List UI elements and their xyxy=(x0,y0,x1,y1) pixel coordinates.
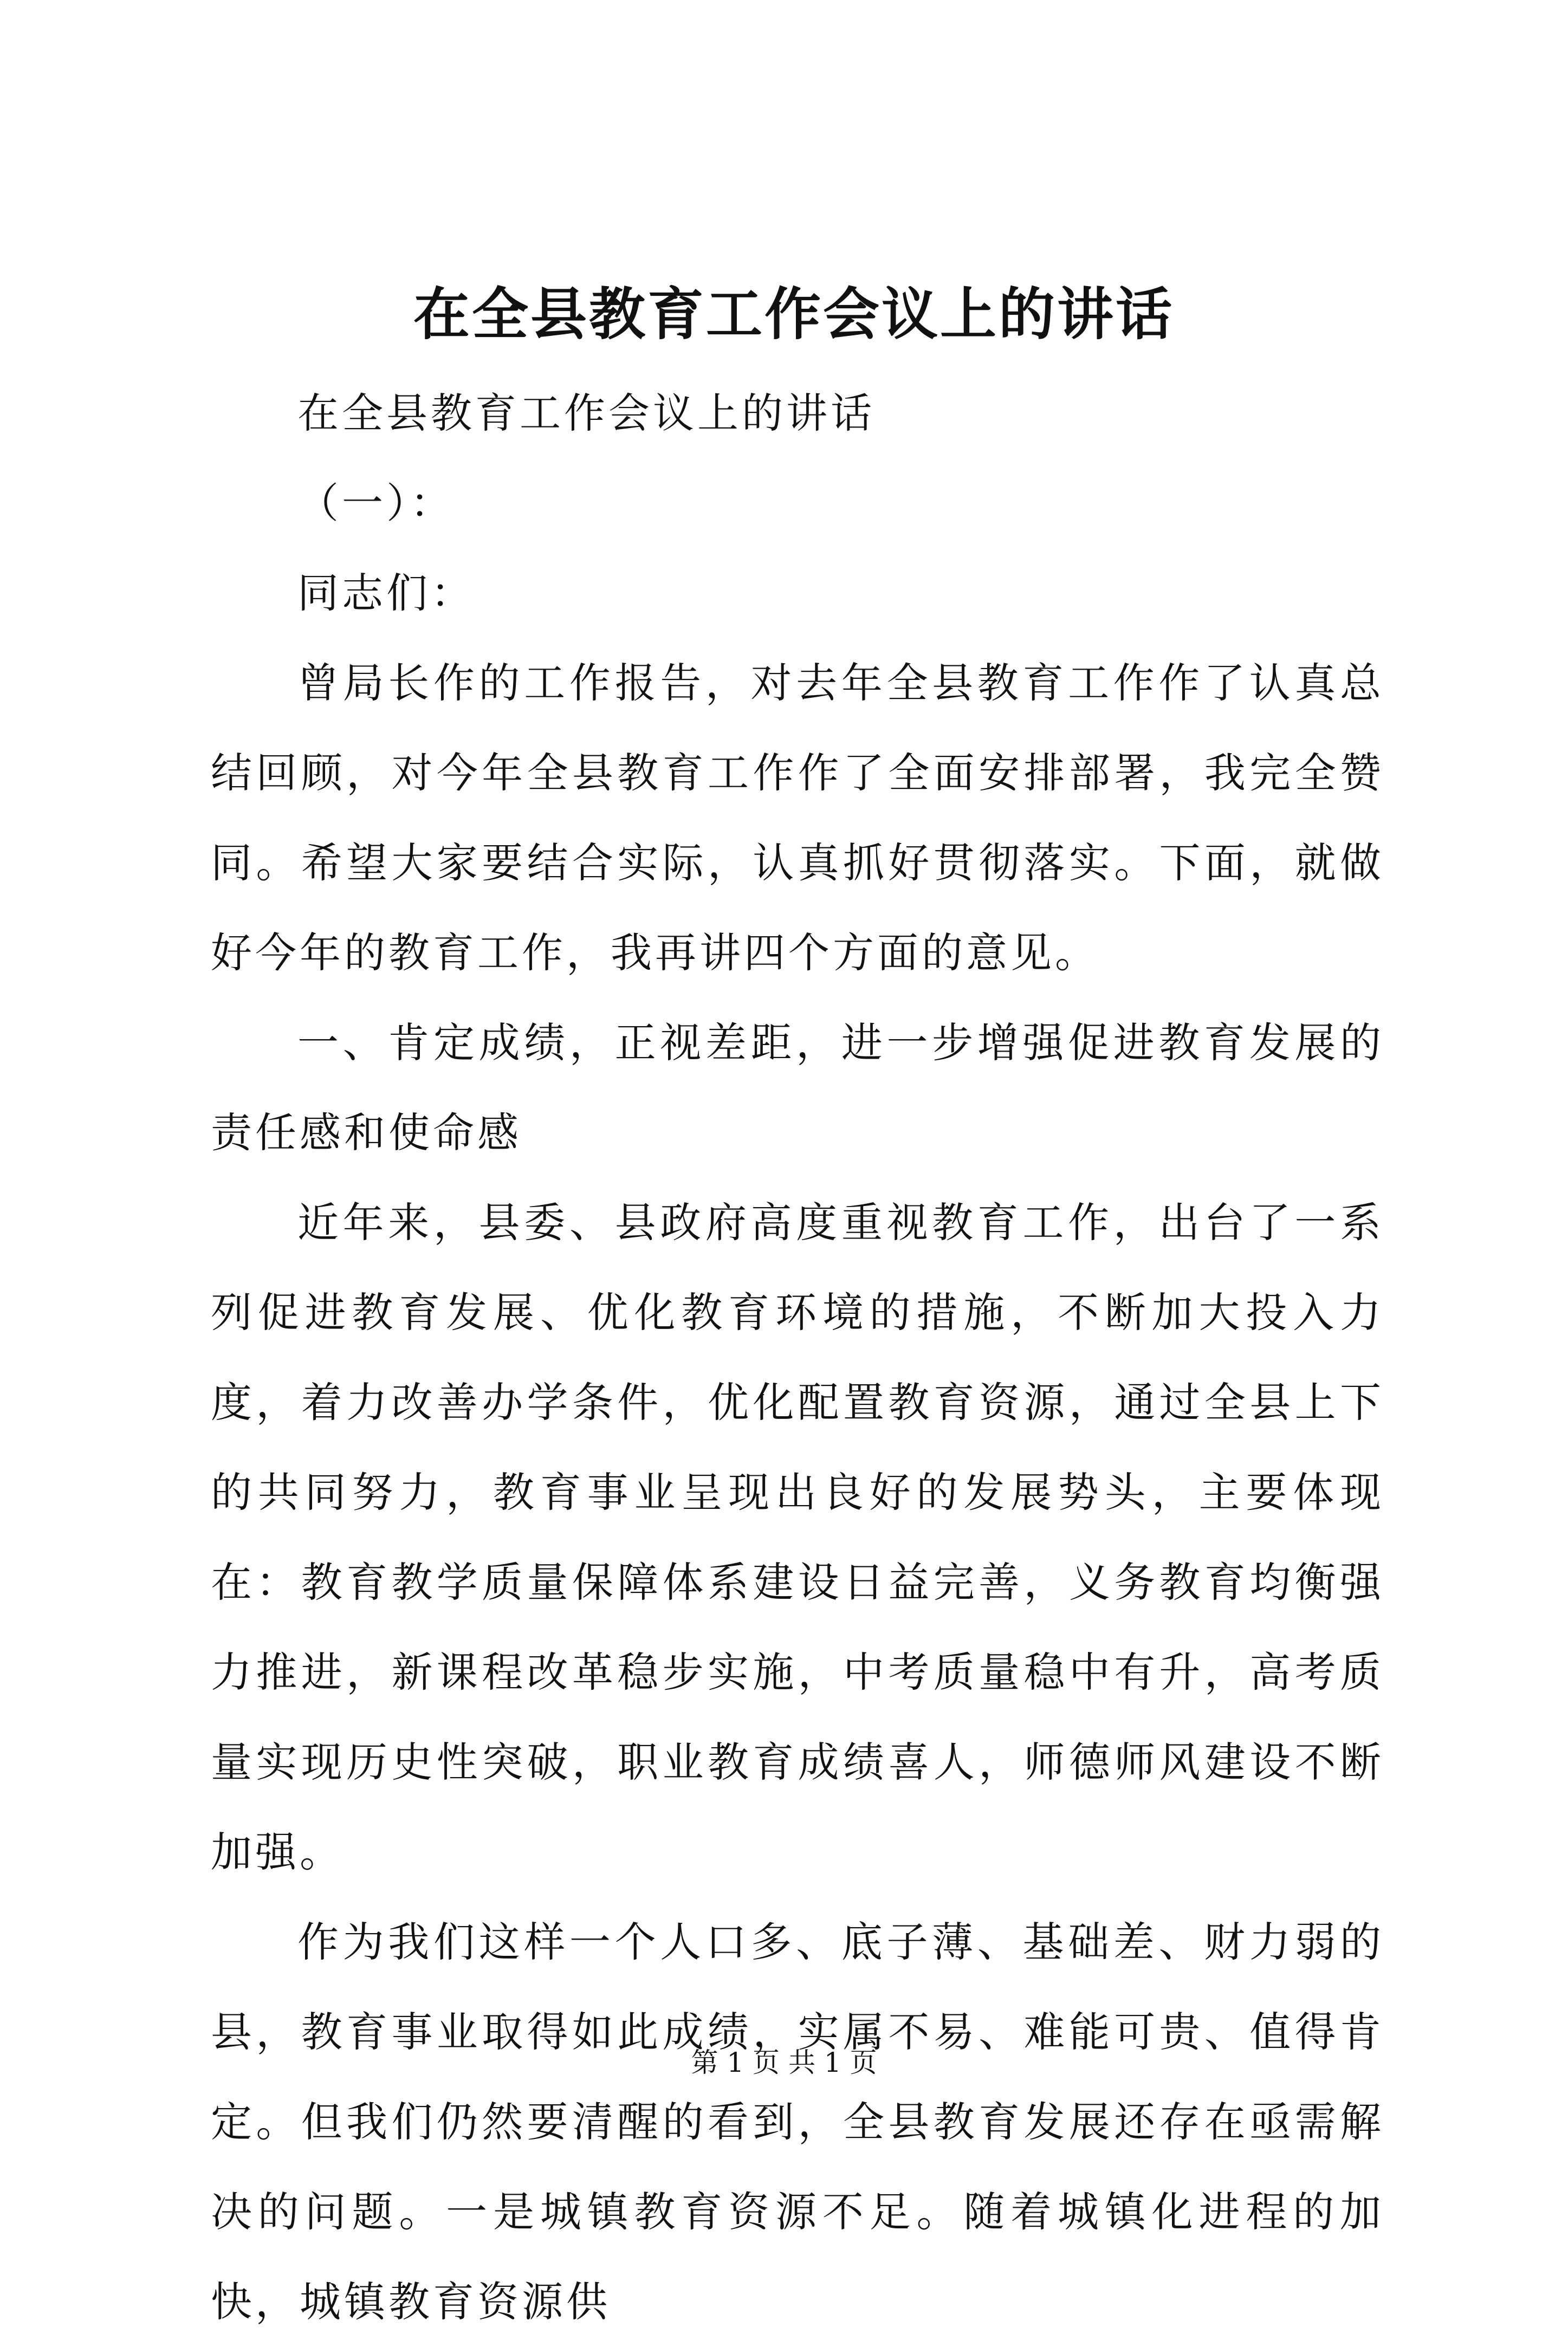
body-paragraph: 曾局长作的工作报告，对去年全县教育工作作了认真总结回顾，对今年全县教育工作作了全面安排部署，我完全赞同。希望大家要结合实际，认真抓好贯彻落实。下面，就做好今年的教育工作，我再讲四个方面的意见。 xyxy=(211,659,1384,977)
body-paragraph: 近年来，县委、县政府高度重视教育工作，出台了一系列促进教育发展、优化教育环境的措施，不断加大投入力度，着力改善办学条件，优化配置教育资源，通过全县上下的共同努力，教育事业呈现出良好的发展势头，主要体现在：教育教学质量保障体系建设日益完善，义务教育均衡强力推进，新课程改革稳步实施，中考质量稳中有升，高考质量实现历史性突破，职业教育成绩喜人，师德师风建设不断加强。 xyxy=(211,1198,1384,1876)
section-heading-paragraph: 一、肯定成绩，正视差距，进一步增强促进教育发展的责任感和使命感 xyxy=(211,1019,1384,1157)
document-title: 在全县教育工作会议上的讲话 xyxy=(413,281,1174,347)
salutation-paragraph: 同志们： xyxy=(297,569,475,617)
section-number-paragraph: （一）： xyxy=(297,479,455,527)
body-paragraph: 作为我们这样一个人口多、底子薄、基础差、财力弱的县，教育事业取得如此成绩，实属不易、难能可贵、值得肯定。但我们仍然要清醒的看到，全县教育发展还存在亟需解决的问题。一是城镇教育资源不足。随着城镇化进程的加快，城镇教育资源供 xyxy=(211,1918,1384,2326)
subtitle-paragraph: 在全县教育工作会议上的讲话 xyxy=(297,389,875,437)
page-footer: 第 1 页 共 1 页 xyxy=(691,2047,877,2078)
